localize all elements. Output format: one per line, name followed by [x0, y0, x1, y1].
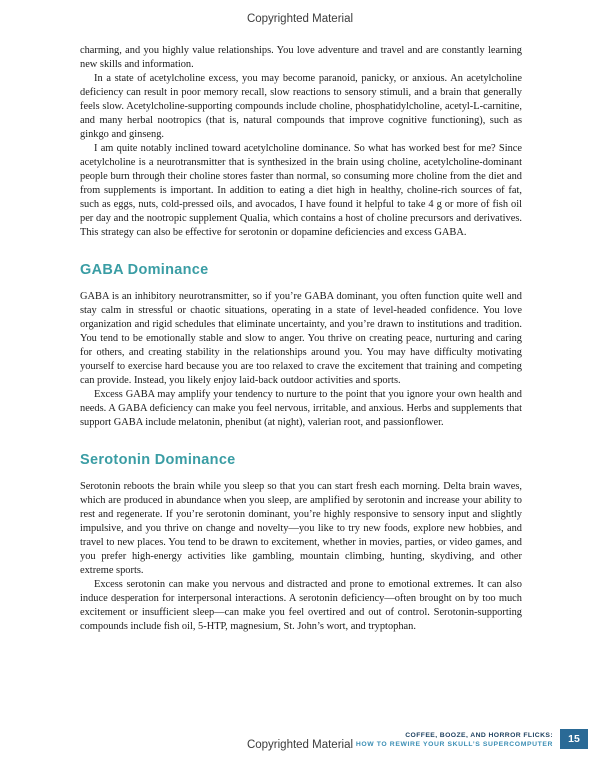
paragraph-acetylcholine-excess: In a state of acetylcholine excess, you may become paranoid, panicky, or anxious. An acetylcholine deficiency can result in poor memory recall, slow reactions to sensory stimuli, and a brain that generally feels slow. Acetylcholine-supporting compounds include choline, phosphatidylcholine, acetyl-L-carnitine, and many herbal nootropics (that is, natural compounds that improve cognitive functioning), such as ginkgo and ginseng.: [80, 73, 522, 140]
running-title-chapter: COFFEE, BOOZE, AND HORROR FLICKS:: [405, 731, 553, 739]
paragraph-gaba-overview: GABA is an inhibitory neurotransmitter, so if you’re GABA dominant, you often function quite well and stay calm in stressful or chaotic situations, operating in a state of level-headed confidence. You love organization and rigid schedules that eliminate uncertainty, and you’re drawn to institutions and tradition. You tend to be emotionally stable and slow to anger. You thrive on creating peace, nurturing and caring for others, and creating stability in the relationships around you. You may have difficulty motivating yourself to exercise hard because you are too relaxed to crave the excitement that training and competing can provide. Instead, you likely enjoy laid-back outdoor activities and sports.: [80, 291, 522, 386]
section-heading-serotonin-dominance: Serotonin Dominance: [80, 452, 236, 468]
paragraph-continuation: charming, and you highly value relationships. You love adventure and travel and are constantly learning new skills and information.: [80, 45, 522, 70]
paragraph-acetylcholine-personal: I am quite notably inclined toward acetylcholine dominance. So what has worked best for me? Since acetylcholine is a neurotransmitter that is synthesized in the brain using choline, acetylcholine-dominant people burn through their choline stores faster than normal, so consuming more choline from the diet and from supplements is important. In addition to eating a diet high in healthy, choline-rich sources of fat, such as eggs, nuts, cold-pressed oils, and avocados, I have found it helpful to take 4 g or more of fish oil per day and the nootropic supplement Qualia, which contains a host of choline precursors and derivatives. This strategy can also be effective for serotonin or dopamine deficiencies and excess GABA.: [80, 143, 522, 238]
page-number: 15: [568, 733, 580, 745]
page-number-badge: [560, 729, 588, 749]
copyright-notice-bottom: Copyrighted Material: [246, 739, 354, 751]
paragraph-serotonin-overview: Serotonin reboots the brain while you sleep so that you can start fresh each morning. Delta brain waves, which are produced in abundance when you sleep, are amplified by serotonin and increase your ability to rest and regenerate. If you’re serotonin dominant, you’re highly responsive to sensory input and slightly impulsive, and you thrive on change and novelty—you like to try new foods, explore new hobbies, and travel to new places. You tend to be drawn to excitement, whether in movies, parties, or video games, and you prefer high-energy activities like gambling, mountain climbing, hunting, skydiving, and other extreme sports.: [80, 481, 522, 576]
running-footer-title: [356, 731, 553, 749]
copyright-notice-top: Copyrighted Material: [246, 13, 354, 25]
page-body: [80, 44, 522, 634]
section-heading-gaba-dominance: GABA Dominance: [80, 262, 209, 278]
running-title-subtitle: HOW TO REWIRE YOUR SKULL’S SUPERCOMPUTER: [355, 740, 553, 748]
paragraph-serotonin-excess: Excess serotonin can make you nervous and distracted and prone to emotional extremes. It can also induce desperation for interpersonal interactions. A serotonin deficiency—often brought on by too much excitement or insufficient sleep—can make you feel overtired and out of control. Serotonin-supporting compounds include fish oil, 5-HTP, magnesium, St. John’s wort, and tryptophan.: [80, 579, 522, 632]
paragraph-gaba-excess: Excess GABA may amplify your tendency to nurture to the point that you ignore your own health and needs. A GABA deficiency can make you feel nervous, irritable, and anxious. Herbs and supplements that support GABA include melatonin, phenibut (at night), valerian root, and passionflower.: [80, 389, 522, 428]
